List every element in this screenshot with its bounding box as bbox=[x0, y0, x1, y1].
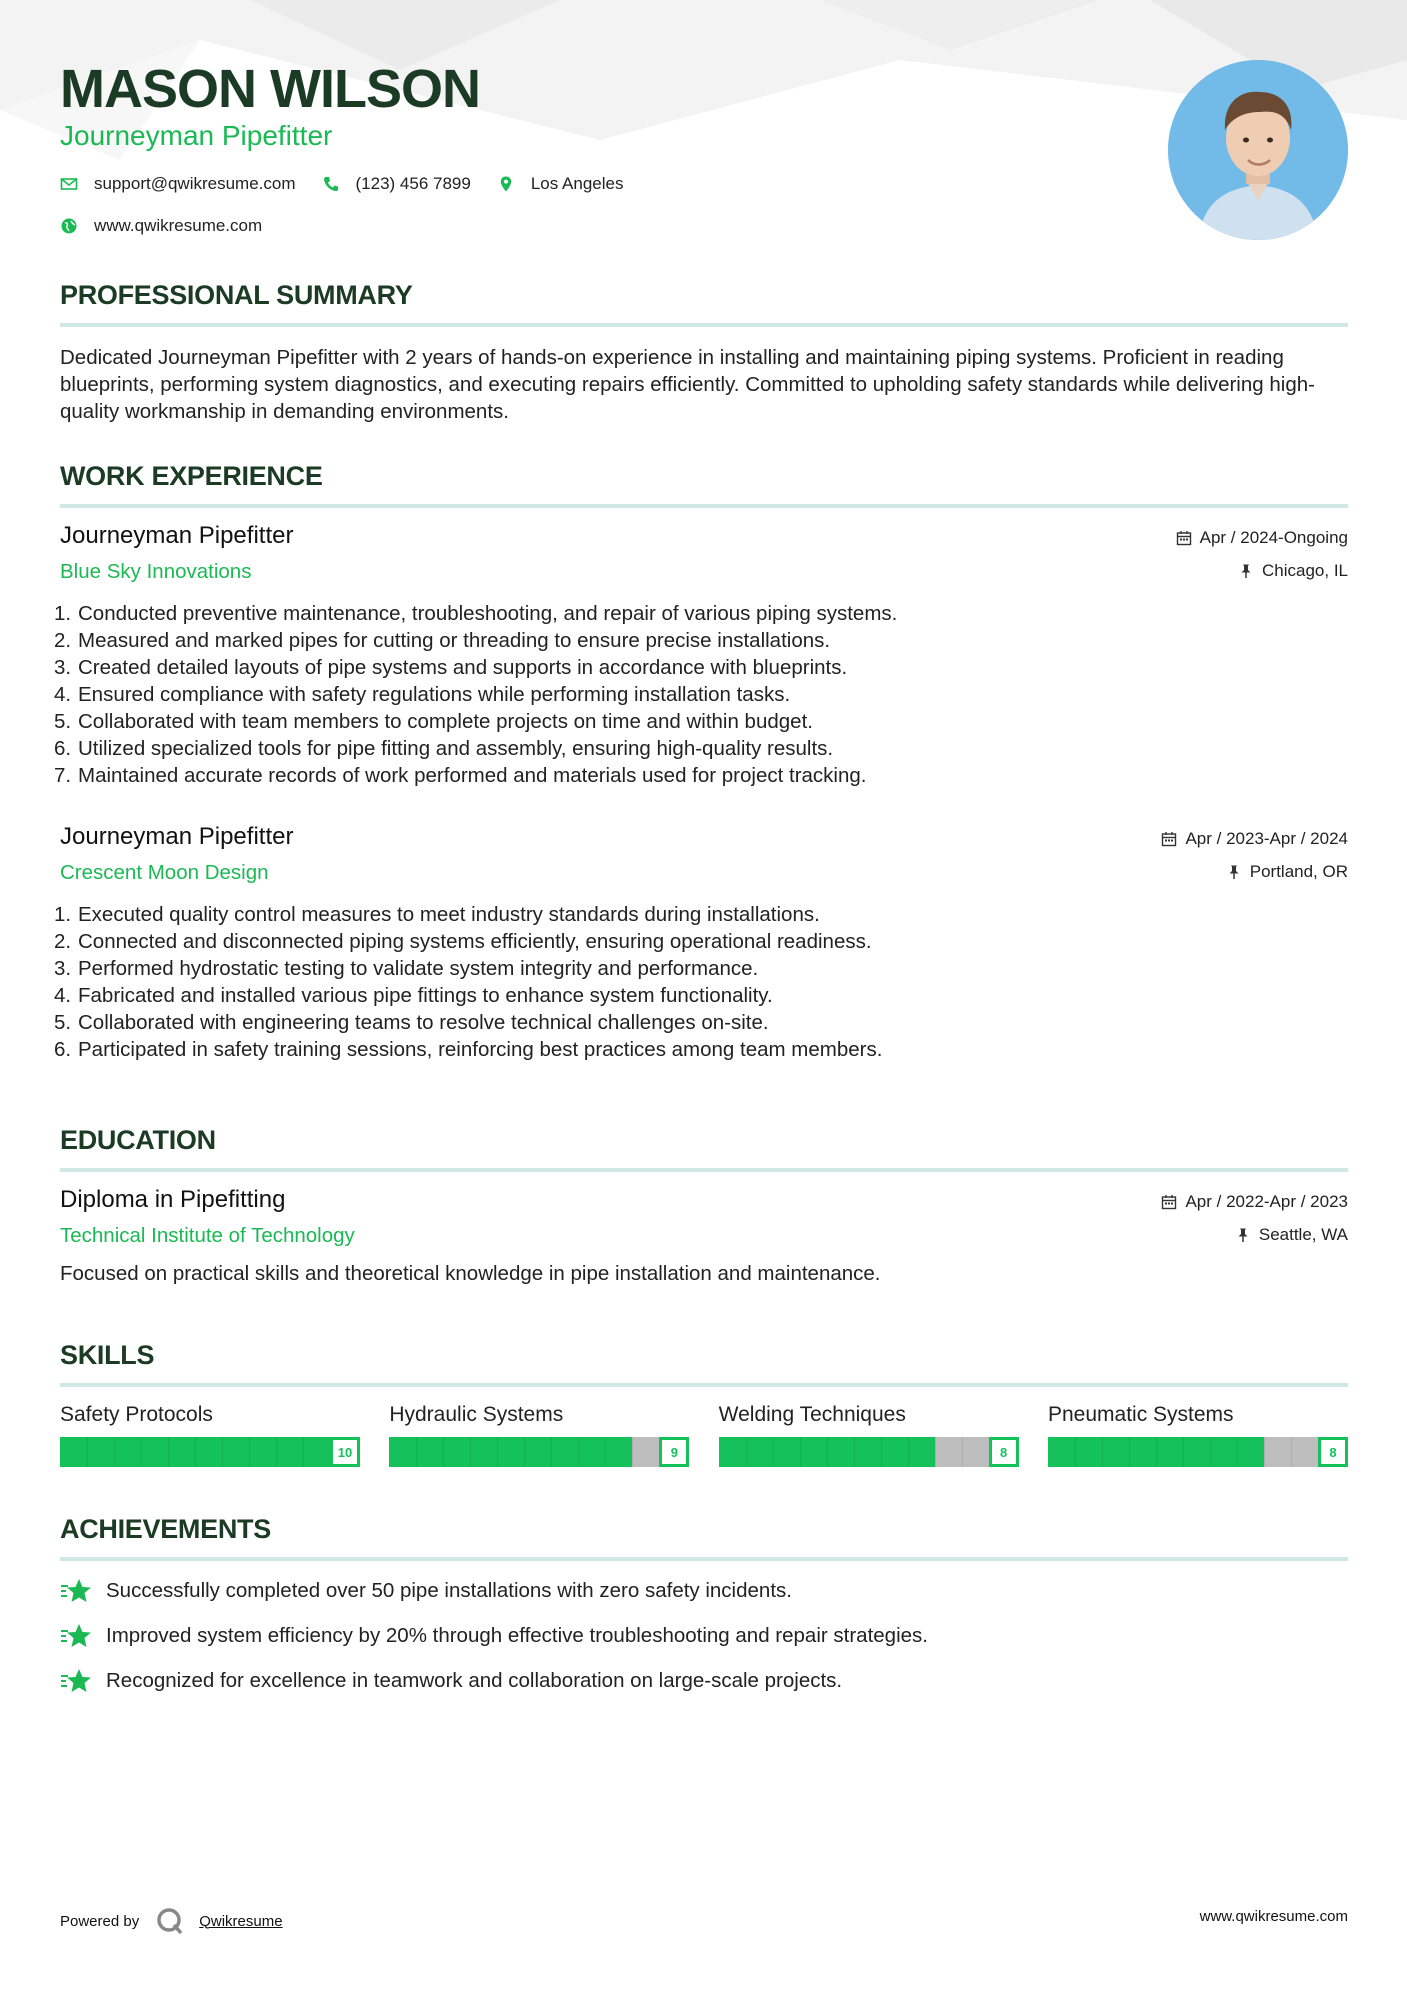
job-title: Journeyman Pipefitter bbox=[60, 823, 294, 850]
skill-bar-segment bbox=[114, 1437, 115, 1467]
skill-bar-segment bbox=[168, 1437, 169, 1467]
degree-title: Diploma in Pipefitting bbox=[60, 1186, 286, 1213]
skill-bar-segment bbox=[416, 1437, 417, 1467]
skill-bar-segment bbox=[800, 1437, 801, 1467]
skill-bar-segment bbox=[1129, 1437, 1130, 1467]
qwikresume-logo-icon bbox=[155, 1906, 185, 1936]
skill-bar-segment bbox=[443, 1437, 444, 1467]
skill-bar-segment bbox=[1264, 1437, 1265, 1467]
skill-bar-segment bbox=[1210, 1437, 1211, 1467]
skill-bar-segment bbox=[854, 1437, 855, 1467]
skill-item bbox=[719, 1403, 1019, 1467]
skill-bar-segment bbox=[141, 1437, 142, 1467]
section-divider bbox=[60, 323, 1348, 327]
skill-bar-segment bbox=[303, 1437, 304, 1467]
skill-bar-segment bbox=[962, 1437, 963, 1467]
section-divider bbox=[60, 1383, 1348, 1387]
skill-bar-segment bbox=[827, 1437, 828, 1467]
skill-bar-segment bbox=[605, 1437, 606, 1467]
contact-info bbox=[60, 172, 649, 256]
job-location: Portland, OR bbox=[1249, 862, 1348, 881]
skills-list bbox=[60, 1403, 1348, 1467]
skill-bar-segment bbox=[195, 1437, 196, 1467]
calendar-icon bbox=[1161, 1194, 1177, 1210]
skills-heading: SKILLS bbox=[60, 1340, 155, 1370]
location-item bbox=[497, 174, 624, 194]
job-location: Chicago, IL bbox=[1262, 561, 1348, 580]
job-bullets bbox=[54, 901, 1348, 1063]
list-item: 5. Collaborated with team members to complete projects on time and within budget. bbox=[54, 710, 813, 733]
skill-item bbox=[1048, 1403, 1348, 1467]
job-title: Journeyman Pipefitter bbox=[60, 522, 294, 549]
education-meta bbox=[1161, 1190, 1348, 1256]
list-item: Successfully completed over 50 pipe installations with zero safety incidents. bbox=[60, 1576, 1348, 1606]
job-entry bbox=[54, 522, 1348, 789]
footer-website-link[interactable]: www.qwikresume.com bbox=[1199, 1908, 1348, 1925]
skill-name: Hydraulic Systems bbox=[389, 1403, 564, 1426]
list-item: 4. Fabricated and installed various pipe fittings to enhance system functionality. bbox=[54, 984, 773, 1007]
phone-text[interactable]: (123) 456 7899 bbox=[355, 174, 471, 193]
skill-bar-segment bbox=[578, 1437, 579, 1467]
envelope-icon bbox=[60, 175, 78, 193]
globe-icon bbox=[60, 217, 78, 235]
list-item: 5. Collaborated with engineering teams to resolve technical challenges on-site. bbox=[54, 1011, 769, 1034]
skill-bar-segment bbox=[497, 1437, 498, 1467]
website-item[interactable] bbox=[60, 216, 262, 236]
star-badge-icon bbox=[60, 1621, 92, 1651]
map-pin-icon bbox=[497, 175, 515, 193]
star-badge-icon bbox=[60, 1576, 92, 1606]
skill-bar-segment bbox=[470, 1437, 471, 1467]
star-badge-icon bbox=[60, 1666, 92, 1696]
email-text[interactable]: support@qwikresume.com bbox=[94, 174, 296, 193]
profile-photo bbox=[1168, 60, 1348, 240]
skill-bar-segment bbox=[249, 1437, 250, 1467]
pushpin-icon bbox=[1235, 1227, 1251, 1243]
list-item: 3. Performed hydrostatic testing to validate system integrity and performance. bbox=[54, 957, 759, 980]
achievements-list bbox=[60, 1576, 1348, 1711]
job-meta bbox=[1161, 827, 1348, 893]
education-entry bbox=[60, 1186, 1348, 1286]
education-section-header bbox=[60, 1125, 1348, 1172]
summary-section-header bbox=[60, 280, 1348, 327]
brand-link[interactable]: Qwikresume bbox=[199, 1912, 283, 1930]
skill-bar-segment bbox=[1102, 1437, 1103, 1467]
list-item: 1. Executed quality control measures to meet industry standards during installations. bbox=[54, 903, 820, 926]
skill-bar-segment bbox=[1291, 1437, 1292, 1467]
phone-item[interactable] bbox=[322, 174, 471, 194]
skill-bar-segment bbox=[276, 1437, 277, 1467]
skill-score: 10 bbox=[330, 1437, 360, 1467]
page-footer bbox=[60, 1898, 1348, 1934]
skill-bar-segment bbox=[222, 1437, 223, 1467]
candidate-title: Journeyman Pipefitter bbox=[60, 120, 333, 151]
skill-item bbox=[389, 1403, 689, 1467]
job-entry bbox=[54, 823, 1348, 1063]
skill-item bbox=[60, 1403, 360, 1467]
job-meta bbox=[1176, 526, 1348, 592]
pushpin-icon bbox=[1238, 563, 1254, 579]
list-item: 2. Connected and disconnected piping systems efficiently, ensuring operational readiness. bbox=[54, 930, 872, 953]
skill-bar-segment bbox=[632, 1437, 633, 1467]
school-name: Technical Institute of Technology bbox=[60, 1224, 355, 1247]
location-text: Los Angeles bbox=[530, 174, 624, 193]
job-dates: Apr / 2024-Ongoing bbox=[1199, 528, 1348, 547]
achievements-heading: ACHIEVEMENTS bbox=[60, 1514, 271, 1544]
skill-score: 9 bbox=[659, 1437, 689, 1467]
skill-score: 8 bbox=[1318, 1437, 1348, 1467]
calendar-icon bbox=[1176, 530, 1192, 546]
skill-bar-segment bbox=[935, 1437, 936, 1467]
skill-bar-segment bbox=[551, 1437, 552, 1467]
list-item: 6. Utilized specialized tools for pipe fitting and assembly, ensuring high-quality results. bbox=[54, 737, 834, 760]
list-item: 2. Measured and marked pipes for cutting or threading to ensure precise installations. bbox=[54, 629, 831, 652]
pushpin-icon bbox=[1226, 864, 1242, 880]
list-item: Recognized for excellence in teamwork and collaboration on large-scale projects. bbox=[60, 1666, 1348, 1696]
candidate-name: MASON WILSON bbox=[60, 59, 480, 119]
skill-bar-segment bbox=[1183, 1437, 1184, 1467]
skill-name: Pneumatic Systems bbox=[1047, 1403, 1234, 1426]
skill-bar-segment bbox=[908, 1437, 909, 1467]
skill-bar-fill bbox=[389, 1437, 632, 1467]
education-description: Focused on practical skills and theoretical knowledge in pipe installation and maintenance. bbox=[60, 1262, 881, 1285]
summary-text: Dedicated Journeyman Pipefitter with 2 years of hands-on experience in installing and maintaining piping systems. Proficient in reading blueprints, performing system diagnostics, and executing repairs efficiently. Committed to upholding safety standards while delivering high-quality workmanship in demanding environments. bbox=[60, 346, 1315, 423]
job-company: Crescent Moon Design bbox=[60, 861, 269, 884]
skill-bar-segment bbox=[1237, 1437, 1238, 1467]
skill-bar bbox=[389, 1437, 689, 1467]
education-heading: EDUCATION bbox=[60, 1125, 216, 1155]
skill-bar-segment bbox=[773, 1437, 774, 1467]
skill-bar bbox=[1048, 1437, 1348, 1467]
section-divider bbox=[60, 504, 1348, 508]
achievements-section-header bbox=[60, 1514, 1348, 1561]
skill-bar-segment bbox=[746, 1437, 747, 1467]
phone-icon bbox=[322, 175, 340, 193]
skill-score: 8 bbox=[989, 1437, 1019, 1467]
powered-by-label: Powered by bbox=[60, 1912, 140, 1930]
skill-bar-segment bbox=[881, 1437, 882, 1467]
email-item[interactable] bbox=[60, 174, 296, 194]
job-dates: Apr / 2023-Apr / 2024 bbox=[1185, 829, 1348, 848]
list-item: 7. Maintained accurate records of work performed and materials used for project tracking. bbox=[54, 764, 867, 787]
job-bullets bbox=[54, 600, 1348, 789]
skill-name: Welding Techniques bbox=[718, 1403, 906, 1426]
section-divider bbox=[60, 1557, 1348, 1561]
skills-section-header bbox=[60, 1340, 1348, 1387]
list-item: 3. Created detailed layouts of pipe systems and supports in accordance with blueprints. bbox=[54, 656, 848, 679]
list-item: 1. Conducted preventive maintenance, troubleshooting, and repair of various piping systems. bbox=[54, 602, 898, 625]
list-item: 6. Participated in safety training sessions, reinforcing best practices among team members. bbox=[54, 1038, 883, 1061]
skill-name: Safety Protocols bbox=[60, 1403, 213, 1426]
skill-bar-segment bbox=[1075, 1437, 1076, 1467]
education-dates: Apr / 2022-Apr / 2023 bbox=[1185, 1192, 1348, 1211]
education-location: Seattle, WA bbox=[1258, 1225, 1348, 1244]
skill-bar-segment bbox=[87, 1437, 88, 1467]
calendar-icon bbox=[1161, 831, 1177, 847]
powered-by bbox=[60, 1906, 283, 1936]
experience-section-header bbox=[60, 461, 1348, 508]
skill-bar-segment bbox=[1156, 1437, 1157, 1467]
summary-heading: PROFESSIONAL SUMMARY bbox=[60, 280, 413, 310]
skill-bar bbox=[719, 1437, 1019, 1467]
experience-heading: WORK EXPERIENCE bbox=[60, 461, 323, 491]
resume-page bbox=[54, 0, 1348, 1990]
skill-bar bbox=[60, 1437, 360, 1467]
section-divider bbox=[60, 1168, 1348, 1172]
skill-bar-segment bbox=[524, 1437, 525, 1467]
list-item: 4. Ensured compliance with safety regulations while performing installation tasks. bbox=[54, 683, 791, 706]
website-text[interactable]: www.qwikresume.com bbox=[94, 216, 263, 235]
job-company: Blue Sky Innovations bbox=[60, 560, 252, 583]
list-item: Improved system efficiency by 20% through effective troubleshooting and repair strategies. bbox=[60, 1621, 1348, 1651]
